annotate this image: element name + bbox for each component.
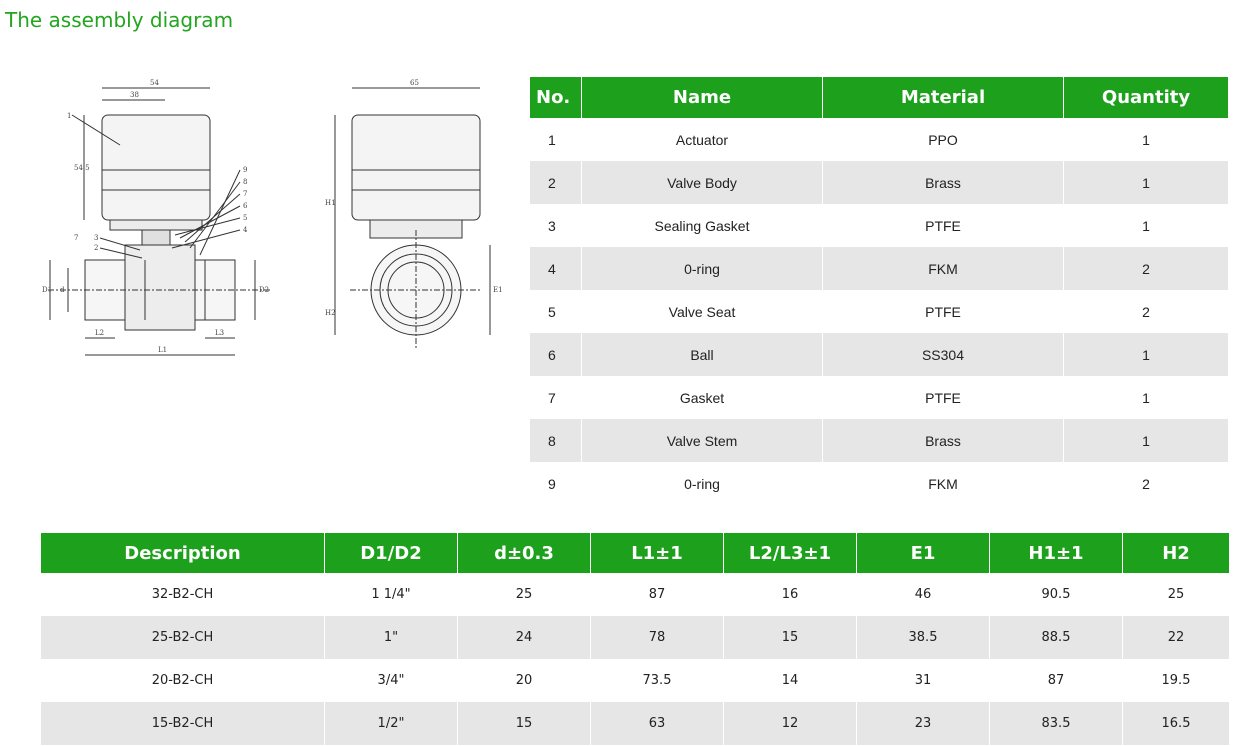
column-header: Description — [41, 533, 325, 573]
callout-number: 6 — [243, 202, 248, 210]
table-cell: PTFE — [823, 376, 1064, 419]
column-header: Name — [582, 77, 823, 118]
table-cell: 24 — [458, 616, 591, 659]
table-cell: 73.5 — [591, 659, 724, 702]
size-table-row — [41, 702, 1229, 745]
table-cell: 7 — [530, 376, 582, 419]
table-cell: PPO — [823, 118, 1064, 161]
table-cell: 3/4" — [325, 659, 458, 702]
parts-table-row — [530, 462, 1228, 505]
callout-number: 5 — [243, 214, 248, 222]
dim-label: E1 — [493, 286, 503, 294]
table-cell: 16.5 — [1123, 702, 1230, 745]
table-cell: 3 — [530, 204, 582, 247]
dim-label: D2 — [259, 286, 270, 294]
column-header: L1±1 — [591, 533, 724, 573]
dim-label: H2 — [325, 309, 336, 317]
table-cell: 1 — [1064, 419, 1229, 462]
column-header: H2 — [1123, 533, 1230, 573]
size-table-header — [41, 533, 1229, 573]
column-header: H1±1 — [990, 533, 1123, 573]
parts-table-row — [530, 161, 1228, 204]
size-table-row — [41, 616, 1229, 659]
table-cell: PTFE — [823, 290, 1064, 333]
table-cell: 87 — [990, 659, 1123, 702]
parts-table-header — [530, 77, 1228, 118]
table-cell: 6 — [530, 333, 582, 376]
table-cell: 32-B2-CH — [41, 573, 325, 616]
table-cell: 1 — [1142, 131, 1150, 148]
parts-table — [530, 77, 1228, 505]
parts-table-row — [530, 247, 1228, 290]
parts-table-row — [530, 419, 1228, 462]
table-cell: 31 — [857, 659, 990, 702]
table-cell: Sealing Gasket — [582, 204, 823, 247]
column-header: Quantity — [1064, 77, 1229, 118]
table-cell: PTFE — [823, 204, 1064, 247]
table-cell: 15-B2-CH — [41, 702, 325, 745]
column-header: Material — [823, 77, 1064, 118]
table-cell: 0-ring — [582, 462, 823, 505]
table-cell: Brass — [823, 419, 1064, 462]
table-cell: 1 1/4" — [325, 573, 458, 616]
table-cell: 1 — [1064, 333, 1229, 376]
dim-label: H1 — [325, 199, 336, 207]
actuator-body-end — [352, 115, 480, 220]
column-header: D1/D2 — [325, 533, 458, 573]
table-cell: 2 — [1064, 247, 1229, 290]
table-cell: Ball — [582, 333, 823, 376]
table-cell: FKM — [823, 247, 1064, 290]
size-table — [41, 533, 1229, 745]
table-cell: 1 — [1142, 217, 1150, 234]
table-cell: 83.5 — [990, 702, 1123, 745]
table-cell: Valve Stem — [582, 419, 823, 462]
parts-table-row — [530, 118, 1228, 161]
table-cell: 63 — [591, 702, 724, 745]
table-cell: 15 — [724, 616, 857, 659]
table-cell: 87 — [591, 573, 724, 616]
table-cell: 46 — [857, 573, 990, 616]
table-cell: 4 — [530, 247, 582, 290]
table-cell: 1" — [325, 616, 458, 659]
table-cell: 8 — [530, 419, 582, 462]
dim-label: 54 — [150, 79, 159, 87]
table-cell: FKM — [823, 462, 1064, 505]
dim-label: D1 — [42, 286, 53, 294]
table-cell: 38.5 — [857, 616, 990, 659]
table-cell: 78 — [591, 616, 724, 659]
table-cell: 25 — [458, 573, 591, 616]
table-cell: 2 — [1142, 475, 1150, 492]
callout-number: 3 — [94, 234, 99, 242]
table-cell: Valve Seat — [582, 290, 823, 333]
dim-label: d — [60, 286, 65, 294]
table-cell: 20 — [458, 659, 591, 702]
table-cell: 15 — [458, 702, 591, 745]
column-header: E1 — [857, 533, 990, 573]
table-cell: 90.5 — [990, 573, 1123, 616]
dim-label: 65 — [410, 79, 419, 87]
assembly-drawing — [40, 70, 503, 370]
column-header: No. — [530, 77, 582, 118]
parts-table-row — [530, 333, 1228, 376]
dim-label: 54.5 — [74, 164, 90, 172]
callout-number: 4 — [243, 226, 248, 234]
table-cell: 25 — [1167, 587, 1185, 602]
table-cell: Valve Body — [582, 161, 823, 204]
dim-label: L1 — [158, 346, 168, 354]
callout-number: 2 — [94, 244, 99, 252]
table-cell: Brass — [823, 161, 1064, 204]
dim-label: L2 — [95, 329, 105, 337]
parts-table-row — [530, 204, 1228, 247]
table-cell: 2 — [1142, 303, 1150, 320]
table-cell: 12 — [724, 702, 857, 745]
table-cell: 23 — [857, 702, 990, 745]
table-cell: 9 — [530, 462, 582, 505]
table-cell: 5 — [530, 290, 582, 333]
parts-table-row — [530, 290, 1228, 333]
table-cell: 22 — [1123, 616, 1230, 659]
table-cell: 1/2" — [325, 702, 458, 745]
table-cell: 0-ring — [582, 247, 823, 290]
table-cell: SS304 — [823, 333, 1064, 376]
table-cell: 14 — [724, 659, 857, 702]
table-cell: 16 — [724, 573, 857, 616]
size-table-row — [41, 659, 1229, 702]
parts-table-row — [530, 376, 1228, 419]
column-header: d±0.3 — [458, 533, 591, 573]
table-cell: 1 — [1064, 161, 1229, 204]
table-cell: 25-B2-CH — [41, 616, 325, 659]
table-cell: 20-B2-CH — [41, 659, 325, 702]
actuator-body-side — [102, 115, 210, 220]
page-heading: The assembly diagram — [5, 8, 234, 32]
dim-label: 7 — [74, 234, 79, 242]
table-cell: Actuator — [582, 118, 823, 161]
dim-label: 38 — [130, 91, 139, 99]
callout-number: 1 — [67, 112, 72, 120]
table-cell: 1 — [1142, 389, 1150, 406]
table-cell: 88.5 — [990, 616, 1123, 659]
size-table-row — [41, 573, 1229, 616]
callout-number: 9 — [243, 166, 248, 174]
dim-label: L3 — [215, 329, 225, 337]
callout-number: 7 — [243, 190, 248, 198]
table-cell: 19.5 — [1161, 673, 1191, 688]
table-cell: 2 — [530, 161, 582, 204]
table-cell: Gasket — [582, 376, 823, 419]
callout-number: 8 — [243, 178, 248, 186]
table-cell: 1 — [530, 118, 582, 161]
column-header: L2/L3±1 — [724, 533, 857, 573]
